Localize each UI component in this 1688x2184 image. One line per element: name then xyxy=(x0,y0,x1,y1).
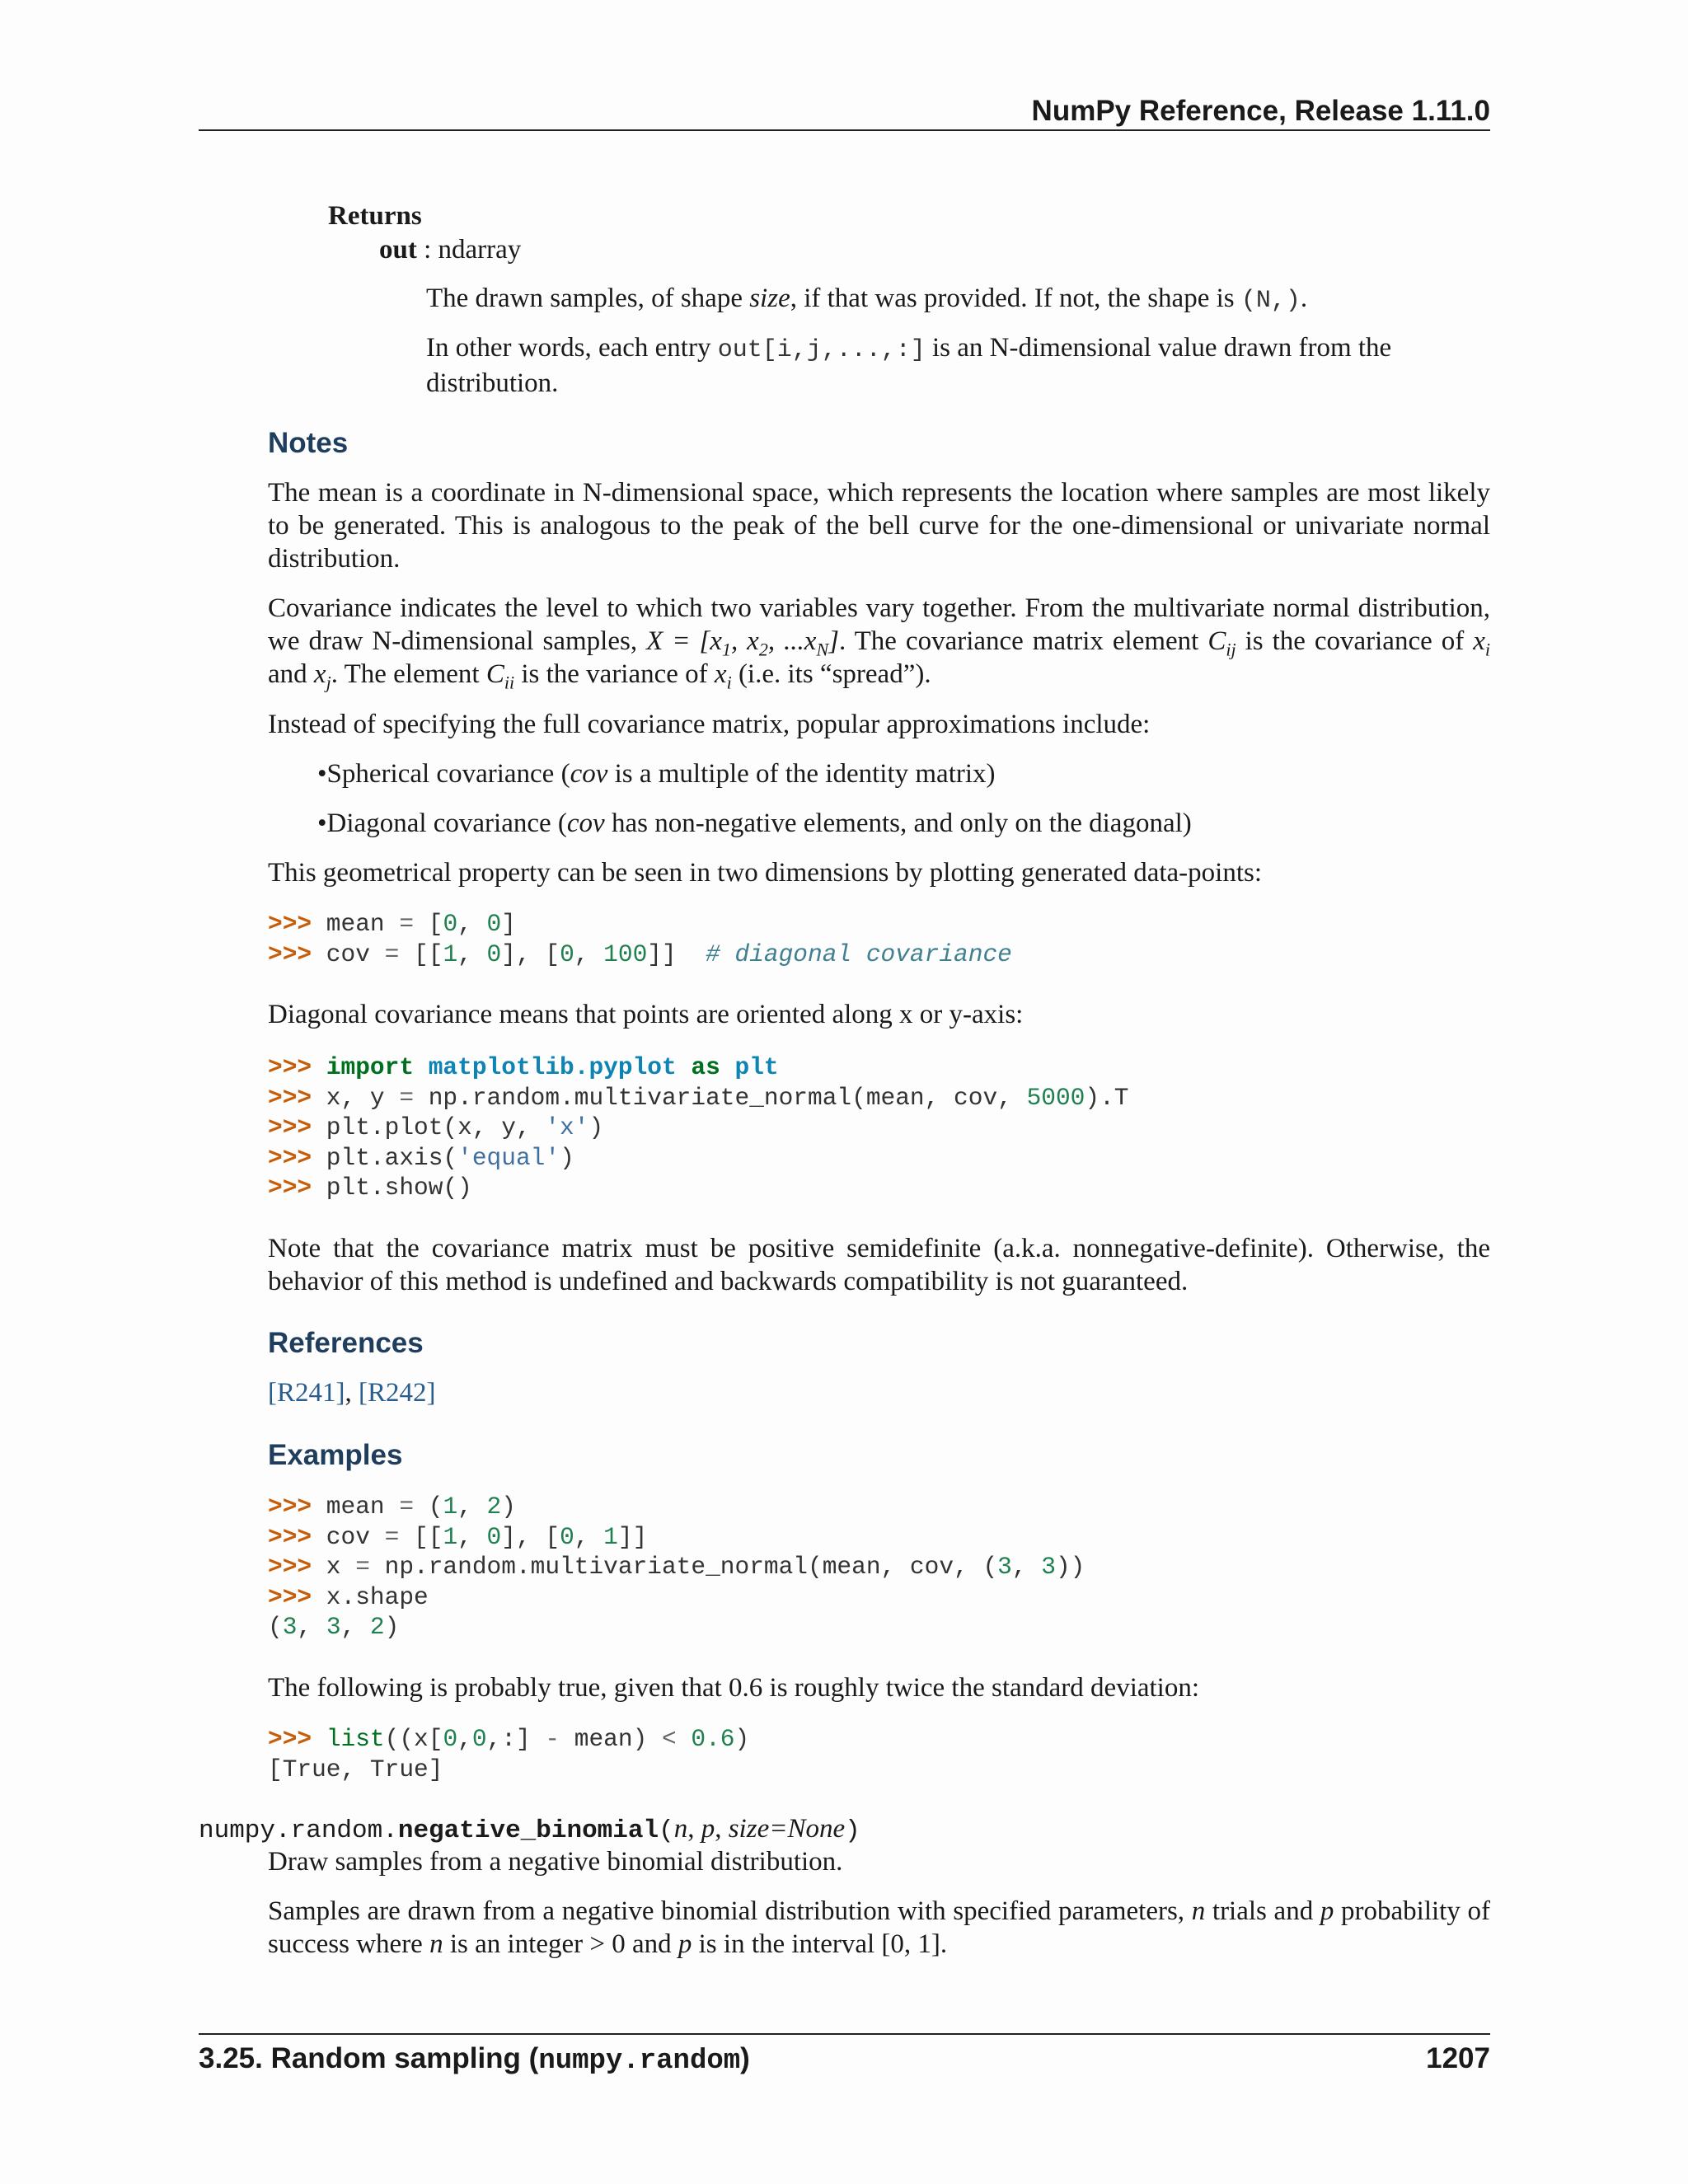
text: The drawn samples, of shape xyxy=(426,284,750,313)
page-number: 1207 xyxy=(1426,2042,1490,2074)
footer-rule xyxy=(199,2033,1490,2035)
param-n: n xyxy=(673,1814,688,1844)
notes-paragraph-2 xyxy=(268,592,1490,691)
code-line: plt.show() xyxy=(312,1174,472,1202)
inline-code: (N,) xyxy=(1240,287,1301,315)
param-type: ndarray xyxy=(438,235,522,265)
code-line: import matplotlib.pyplot as plt xyxy=(326,1053,779,1081)
prompt: >>> xyxy=(268,1522,312,1551)
returns-desc-1 xyxy=(426,282,1382,317)
math-xi-2: $x_i$ xyxy=(714,659,732,693)
emph-cov: cov xyxy=(566,808,605,838)
emph-cov: cov xyxy=(570,759,608,789)
text: . The covariance matrix element xyxy=(839,626,1208,656)
signature-description xyxy=(268,1895,1490,1961)
math: X = [x xyxy=(646,626,722,656)
math-cij: $C_{ij}$ xyxy=(1207,626,1236,660)
text: is an integer > 0 and xyxy=(443,1929,678,1959)
code-block-plot xyxy=(268,1052,1128,1203)
separator: , xyxy=(345,1378,359,1408)
text: is in the interval [0, 1]. xyxy=(692,1929,948,1959)
bullet-spherical xyxy=(317,757,996,790)
code-line: cov = [[1, 0], [0, 100]] # diagonal covariance xyxy=(312,940,1012,968)
text: is a multiple of the identity matrix) xyxy=(607,759,996,789)
prompt: >>> xyxy=(268,940,312,968)
signature-module: numpy.random. xyxy=(199,1816,398,1845)
text: •Spherical covariance ( xyxy=(317,759,570,789)
prompt: >>> xyxy=(268,1143,312,1172)
code-line: plt.axis('equal') xyxy=(312,1143,574,1172)
code-line: mean = (1, 2) xyxy=(312,1493,516,1521)
code-line: x = np.random.multivariate_normal(mean, cov, (3, 3)) xyxy=(312,1553,1085,1582)
prompt: >>> xyxy=(268,1113,312,1142)
prompt: >>> xyxy=(268,1053,312,1081)
text: •Diagonal covariance ( xyxy=(317,808,567,838)
running-header: NumPy Reference, Release 1.11.0 xyxy=(1031,95,1490,127)
code-line: list((x[0,0,:] - mean) < 0.6) xyxy=(326,1725,750,1753)
prompt: >>> xyxy=(268,1083,312,1112)
inline-code: numpy.random xyxy=(538,2046,741,2077)
code-line: x, y = np.random.multivariate_normal(mean, cov, 5000).T xyxy=(312,1083,1129,1112)
text: ) xyxy=(740,2042,750,2074)
prompt: >>> xyxy=(268,1553,312,1582)
notes-paragraph-4: This geometrical property can be seen in two dimensions by plotting generated data-points: xyxy=(268,858,1263,888)
bullet-diagonal xyxy=(317,807,1192,840)
prompt: >>> xyxy=(268,910,312,938)
emph-p: p xyxy=(678,1929,692,1959)
emph-p: p xyxy=(1320,1896,1334,1926)
notes-paragraph-3: Instead of specifying the full covariance matrix, popular approximations include: xyxy=(268,710,1151,739)
text: has non-negative elements, and only on the diagonal) xyxy=(604,808,1192,838)
header-rule xyxy=(199,129,1490,131)
code-block-mean-cov xyxy=(268,909,1012,969)
reference-link-r241[interactable]: [R241] xyxy=(268,1378,345,1408)
text: trials and xyxy=(1205,1896,1320,1926)
code-output: [True, True] xyxy=(268,1755,443,1783)
signature-summary: Draw samples from a negative binomial distribution. xyxy=(268,1847,843,1877)
footer-section xyxy=(199,2041,750,2079)
emph-n: n xyxy=(429,1929,443,1959)
text: . xyxy=(1300,284,1308,313)
prompt: >>> xyxy=(268,1493,312,1521)
param-size: size=None xyxy=(728,1814,846,1844)
code-line: mean = [0, 0] xyxy=(312,910,516,938)
inline-code: out[i,j,...,:] xyxy=(717,336,926,364)
param-separator: : xyxy=(416,235,438,265)
signature-paren: ) xyxy=(845,1816,860,1845)
emph-size: size xyxy=(749,284,790,313)
text: (i.e. its “spread”). xyxy=(731,659,931,689)
notes-heading: Notes xyxy=(268,427,349,459)
math-x-vector: $X = [x_1$, $x_2$, $...x_N$] xyxy=(646,626,839,660)
references-list xyxy=(268,1376,436,1409)
prompt: >>> xyxy=(268,1725,312,1753)
code-output: (3, 3, 2) xyxy=(268,1613,400,1642)
returns-param xyxy=(379,233,521,266)
separator: , xyxy=(715,1814,729,1844)
code-line: x.shape xyxy=(312,1582,429,1611)
text: Samples are drawn from a negative binomial distribution with specified parameters, xyxy=(268,1896,1192,1926)
notes-paragraph-1: The mean is a coordinate in N-dimensional space, which represents the location where samples are most likely to be generated. This is analogous to the peak of the bell curve for the one-dimensional or univariate normal distribution. xyxy=(268,478,1490,574)
returns-heading: Returns xyxy=(328,201,422,231)
signature-name: negative_binomial xyxy=(397,1816,659,1845)
math-cii: $C_{ii}$ xyxy=(485,659,515,693)
text: probability of success where xyxy=(268,1896,1490,1959)
references-heading: References xyxy=(268,1327,424,1359)
math-xi: $x_i$ xyxy=(1473,626,1490,660)
examples-paragraph-1: The following is probably true, given that 0.6 is roughly twice the standard deviation: xyxy=(268,1673,1200,1703)
separator: , xyxy=(687,1814,701,1844)
text: 3.25. Random sampling ( xyxy=(199,2042,539,2074)
reference-link-r242[interactable]: [R242] xyxy=(359,1378,436,1408)
code-line: plt.plot(x, y, 'x') xyxy=(312,1113,604,1142)
text: and xyxy=(268,659,314,689)
param-name: out xyxy=(379,235,417,265)
text: is the variance of xyxy=(514,659,715,689)
notes-paragraph-5: Diagonal covariance means that points are oriented along x or y-axis: xyxy=(268,1000,1024,1029)
function-signature xyxy=(199,1812,860,1848)
text: . The element xyxy=(331,659,486,689)
notes-paragraph-6: Note that the covariance matrix must be positive semidefinite (a.k.a. nonnegative-definite). Otherwise, the behavior of this method is undefined and backwards compatibility is not guaranteed. xyxy=(268,1234,1490,1296)
code-block-example-list xyxy=(268,1724,749,1784)
text: is an N-dimensional value drawn from the distribution. xyxy=(426,333,1392,398)
signature-paren: ( xyxy=(659,1816,674,1845)
text: is the covariance of xyxy=(1236,626,1474,656)
math-xj: $x_j$ xyxy=(313,659,331,693)
running-footer xyxy=(199,2041,1490,2079)
text: , if that was provided. If not, the shape is xyxy=(790,284,1241,313)
code-line: cov = [[1, 0], [0, 1]] xyxy=(312,1522,648,1551)
param-p: p xyxy=(701,1814,715,1844)
emph-n: n xyxy=(1191,1896,1206,1926)
code-block-example-shape xyxy=(268,1492,1085,1643)
text: In other words, each entry xyxy=(426,333,718,363)
text: Covariance indicates the level to which two variables vary together. From the multivariate normal distribution, we draw N-dimensional samples, xyxy=(268,593,1490,656)
returns-desc-2 xyxy=(426,331,1399,400)
prompt: >>> xyxy=(268,1174,312,1202)
prompt: >>> xyxy=(268,1582,312,1611)
examples-heading: Examples xyxy=(268,1439,403,1471)
